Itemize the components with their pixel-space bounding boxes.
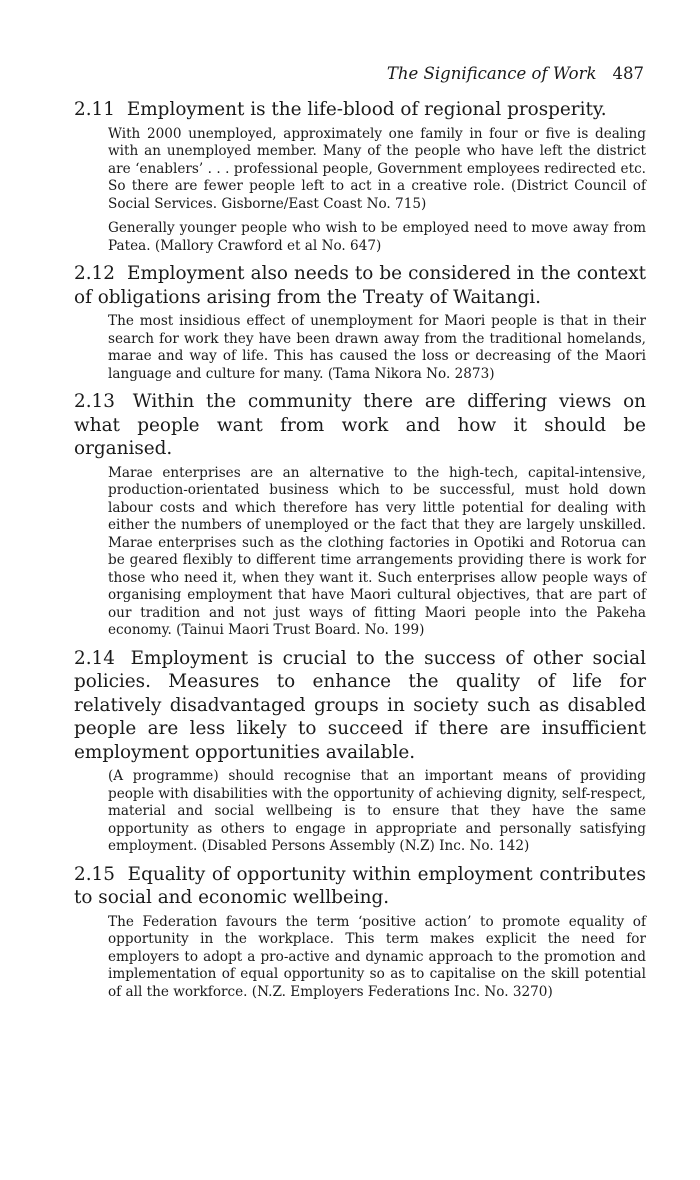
section-2-15 — [74, 863, 646, 1002]
section-heading — [74, 262, 646, 309]
section-number: 2.12 — [74, 263, 115, 284]
section-number: 2.11 — [74, 99, 115, 120]
section-2-11 — [74, 98, 646, 255]
section-heading — [74, 390, 646, 461]
section-heading-text: Employment is the life-blood of regional prosperity. — [126, 99, 607, 120]
section-number: 2.14 — [74, 647, 115, 669]
section-heading — [74, 98, 646, 122]
running-head-title: The Significance of Work — [386, 64, 597, 83]
section-heading-text: Within the community there are differing views on what people want from work and how it should be organised. — [74, 391, 646, 459]
section-2-13 — [74, 390, 646, 640]
page-body — [74, 98, 646, 1008]
section-2-12 — [74, 262, 646, 383]
section-number: 2.15 — [74, 863, 115, 885]
section-2-14 — [74, 647, 646, 856]
submission-quote: (A programme) should recognise that an important means of providing people with disabilities with the opportunity of achieving dignity, self-respect, material and social wellbeing is to ensure that they have the same opportunity as others to engage in appropriate and personally satisfying employment. (Disabled Persons Assembly (N.Z) Inc. No. 142) — [108, 768, 646, 854]
submission-quote: Generally younger people who wish to be employed need to move away from Patea. (Mallory Crawford et al No. 647) — [108, 220, 646, 254]
running-head — [387, 64, 644, 83]
submission-quote: With 2000 unemployed, approximately one family in four or five is dealing with an unemployed member. Many of the people who have left the district are ‘enablers’ . . . professional people, Government employees redirected etc. So there are fewer people left to act in a creative role. (District Council of Social Services. Gisborne/East Coast No. 715) — [108, 125, 646, 212]
section-heading-text: Employment also needs to be considered in the context of obligations arising from the Treaty of Waitangi. — [74, 263, 646, 308]
section-heading-text: Equality of opportunity within employment contributes to social and economic wellbeing. — [74, 863, 646, 908]
page-number: 487 — [612, 64, 644, 83]
section-number: 2.13 — [74, 391, 115, 412]
section-heading — [74, 863, 646, 910]
section-heading-text: Employment is crucial to the success of other social policies. Measures to enhance the quality of life for relatively disadvantaged groups in society such as disabled people are less likely to succeed if there are insufficient employment opportunities available. — [74, 647, 646, 763]
submission-quote: Marae enterprises are an alternative to the high-tech, capital-intensive, production-orientated business which to be successful, must hold down labour costs and which therefore has very little potential for dealing with either the numbers of unemployed or the fact that they are largely unskilled. Marae enterprises such as the clothing factories in Opotiki and Rotorua can be geared flexibly to different time arrangements providing there is work for those who need it, when they want it. Such enterprises allow people ways of organising employment that have Maori cultural objectives, that are part of our tradition and not just ways of fitting Maori people into the Pakeha economy. (Tainui Maori Trust Board. No. 199) — [108, 464, 646, 638]
submission-quote: The most insidious effect of unemployment for Maori people is that in their search for work they have been drawn away from the traditional homelands, marae and way of life. This has caused the loss or decreasing of the Maori language and culture for many. (Tama Nikora No. 2873) — [108, 313, 646, 382]
submission-quote: The Federation favours the term ‘positive action’ to promote equality of opportunity in the workplace. This term makes explicit the need for employers to adopt a pro-active and dynamic approach to the promotion and implementation of equal opportunity so as to capitalise on the skill potential of all the workforce. (N.Z. Employers Federations Inc. No. 3270) — [108, 913, 646, 1000]
section-heading — [74, 647, 646, 765]
